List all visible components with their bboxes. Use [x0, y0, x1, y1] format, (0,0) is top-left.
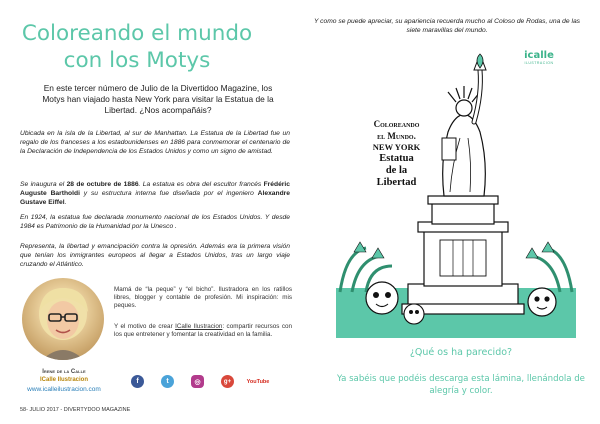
statue-of-liberty-illustration: [336, 52, 576, 338]
author-website-link[interactable]: www.icalleilustracion.com: [27, 386, 101, 393]
p2-text-c: y su estructura interna fue diseñada por el ingeniero: [79, 189, 258, 197]
illus-title-city: NEW YORK: [372, 142, 421, 152]
author-name: Irene de la Calle: [42, 369, 86, 375]
author-brand: ICalle Ilustracion: [39, 377, 88, 383]
author-motivation: [114, 323, 292, 339]
author-bio: Mamá de “la peque” y “el bicho”. Ilustradora en los ratillos libres, blogger y contable de profesión. Mi inspiración: mis peques.: [114, 286, 292, 310]
illus-title-line-4: Estatua: [379, 153, 414, 164]
sculptor-name: Frédéric Auguste Bartholdi: [20, 181, 290, 197]
logo-subtitle: ILUSTRACION: [524, 61, 554, 65]
icalle-link[interactable]: ICalle Ilustracion: [175, 323, 223, 330]
closing-text: Ya sabéis que podéis descarga esta lámina, llenándola de alegría y color.: [337, 374, 585, 396]
author-portrait-icon: [22, 278, 104, 360]
bio2-text-a: Y el motivo de crear: [114, 323, 176, 330]
paragraph-meaning: Representa, la libertad y emancipación contra la opresión. Además era la primera visión que tenían los inmigrantes europeos al llegar a Estados Unidos, tras un largo viaje cruzando el Atlántico.: [20, 243, 290, 268]
paragraph-monument: En 1924, la estatua fue declarada monumento nacional de los Estados Unidos. Y desde 1984 es Patrimonio de la Humanidad por la Unesco .: [20, 214, 290, 230]
illus-title-line-6: Libertad: [376, 177, 417, 188]
illus-title-line-5: de la: [385, 165, 408, 176]
author-photo: [22, 278, 104, 360]
intro-text: En este tercer número de Julio de la Divertidoo Magazine, los Motys han viajado hasta New York para visitar la Estatua de la Libertad. ¿Nos acompañáis?: [42, 83, 274, 115]
twitter-icon[interactable]: t: [161, 375, 174, 388]
p2-text-a: Se inaugura el: [20, 181, 67, 188]
page-title: [12, 20, 262, 74]
title-line-2: con los Motys: [63, 48, 211, 73]
illus-title-line-2: el Mundo.: [377, 131, 416, 141]
page-footer: 58- JULIO 2017 - DIVERTYDOO MAGAZINE: [20, 407, 131, 413]
paragraph-inauguration: [20, 181, 290, 208]
youtube-icon[interactable]: YouTube: [248, 376, 268, 387]
colossus-caption: Y como se puede apreciar, su apariencia recuerda mucho al Coloso de Rodas, una de las siete maravillas del mundo.: [313, 18, 581, 34]
logo-word: icalle: [524, 50, 554, 61]
question-text: ¿Qué os ha parecido?: [409, 347, 513, 358]
instagram-icon[interactable]: ◎: [191, 375, 204, 388]
facebook-icon[interactable]: f: [131, 375, 144, 388]
illus-title-line-1: Coloreando: [373, 119, 420, 129]
inauguration-date: 28 de octubre de 1886: [66, 181, 139, 188]
bio2-text-b: : compartir recursos con los que entretener y fomentar la creatividad en la familia.: [114, 323, 292, 339]
engineer-name: Alexandre Gustave Eiffel: [20, 189, 290, 206]
p2-text-d: .: [64, 198, 67, 206]
p2-text-b: . La estatua es obra del escultor francés: [138, 181, 264, 188]
paragraph-location: Ubicada en la isla de la Libertad, al sur de Manhattan. La Estatua de la Libertad fue un regalo de los franceses a los estadounidenses en 1886 para conmemorar el centenario de la Declaración de Independencia de los Estados Unidos y como un signo de amistad.: [20, 130, 290, 155]
title-line-1: Coloreando el mundo: [21, 21, 253, 46]
googleplus-icon[interactable]: g+: [221, 375, 234, 388]
illustration-title: [354, 118, 439, 189]
